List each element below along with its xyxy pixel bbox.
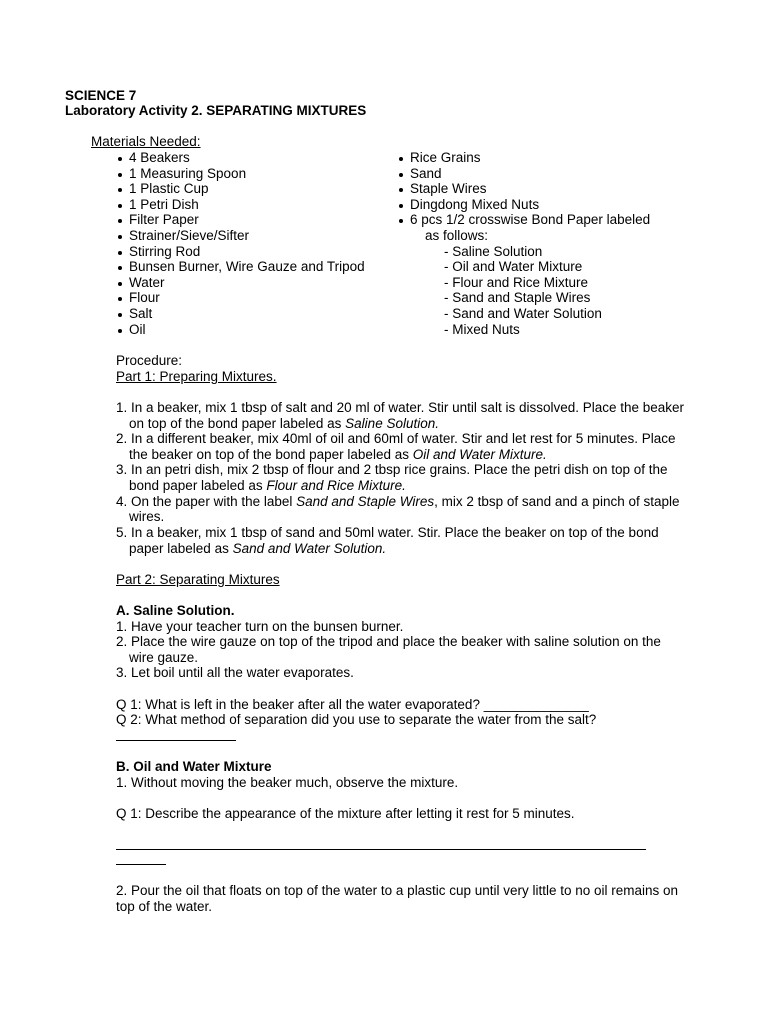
bond-paper-label: - Mixed Nuts (444, 322, 520, 337)
list-item: Flour (116, 290, 365, 306)
section-b-step-2-line2: top of the water. (116, 899, 213, 914)
list-item: Water (116, 275, 365, 291)
list-item: Bunsen Burner, Wire Gauze and Tripod (116, 259, 365, 275)
section-a-step-1: 1. Have your teacher turn on the bunsen burner. (116, 619, 404, 634)
answer-line[interactable] (116, 849, 646, 850)
section-a-step-3: 3. Let boil until all the water evaporates. (116, 665, 354, 680)
list-item: Salt (116, 306, 365, 322)
materials-continued: as follows: (425, 228, 489, 243)
section-a-question-1: Q 1: What is left in the beaker after all the water evaporated? ______________ (116, 697, 589, 712)
part1-heading: Part 1: Preparing Mixtures. (116, 369, 277, 384)
step-3-line2: bond paper labeled as Flour and Rice Mixture. (129, 478, 406, 493)
list-item: 6 pcs 1/2 crosswise Bond Paper labeled (397, 212, 650, 228)
section-a-title: A. Saline Solution. (116, 603, 235, 618)
part2-heading: Part 2: Separating Mixtures (116, 572, 280, 587)
section-b-title: B. Oil and Water Mixture (116, 759, 272, 774)
step-5-line1: 5. In a beaker, mix 1 tbsp of sand and 50ml water. Stir. Place the beaker on top of the bond (116, 525, 659, 540)
list-item: Strainer/Sieve/Sifter (116, 228, 365, 244)
list-item: Rice Grains (397, 150, 650, 166)
step-3-line1: 3. In an petri dish, mix 2 tbsp of flour and 2 tbsp rice grains. Place the petri dish on top of the (116, 462, 668, 477)
bond-paper-label: - Sand and Water Solution (444, 306, 602, 321)
list-item: Oil (116, 322, 365, 338)
list-item: 1 Petri Dish (116, 197, 365, 213)
bond-paper-label: - Saline Solution (444, 244, 543, 259)
step-4-line1: 4. On the paper with the label Sand and Staple Wires, mix 2 tbsp of sand and a pinch of staple (116, 494, 680, 509)
procedure-heading: Procedure: (116, 353, 183, 368)
section-a-step-2-line2: wire gauze. (129, 650, 199, 665)
answer-line-continued[interactable] (116, 864, 166, 865)
list-item: 4 Beakers (116, 150, 365, 166)
list-item: Dingdong Mixed Nuts (397, 197, 650, 213)
step-5-line2: paper labeled as Sand and Water Solution. (129, 541, 387, 556)
step-2-line1: 2. In a different beaker, mix 40ml of oil and 60ml of water. Stir and let rest for 5 minutes. Place (116, 431, 676, 446)
list-item: 1 Plastic Cup (116, 181, 365, 197)
materials-list-right (397, 150, 650, 228)
section-b-step-1: 1. Without moving the beaker much, observe the mixture. (116, 775, 459, 790)
list-item: Filter Paper (116, 212, 365, 228)
bond-paper-label: - Oil and Water Mixture (444, 259, 583, 274)
materials-heading: Materials Needed: (91, 134, 201, 149)
section-a-step-2-line1: 2. Place the wire gauze on top of the tripod and place the beaker with saline solution on the (116, 634, 661, 649)
list-item: Stirring Rod (116, 244, 365, 260)
bond-paper-label: - Flour and Rice Mixture (444, 275, 589, 290)
step-2-line2: the beaker on top of the bond paper labeled as Oil and Water Mixture. (129, 447, 547, 462)
section-b-question-1: Q 1: Describe the appearance of the mixture after letting it rest for 5 minutes. (116, 806, 575, 821)
step-1-line1: 1. In a beaker, mix 1 tbsp of salt and 20 ml of water. Stir until salt is dissolved. Place the beaker (116, 400, 685, 415)
activity-title: Laboratory Activity 2. SEPARATING MIXTURES (65, 103, 367, 118)
list-item: Staple Wires (397, 181, 650, 197)
step-4-line2: wires. (129, 509, 165, 524)
list-item: 1 Measuring Spoon (116, 166, 365, 182)
materials-list-left (116, 150, 365, 337)
step-1-line2: on top of the bond paper labeled as Saline Solution. (129, 416, 439, 431)
bond-paper-label: - Sand and Staple Wires (444, 290, 591, 305)
section-a-question-2: Q 2: What method of separation did you use to separate the water from the salt? (116, 712, 597, 727)
list-item: Sand (397, 166, 650, 182)
section-b-step-2-line1: 2. Pour the oil that floats on top of the water to a plastic cup until very little to no oil remains on (116, 883, 679, 898)
answer-line[interactable] (116, 740, 236, 741)
course-title: SCIENCE 7 (65, 88, 137, 103)
